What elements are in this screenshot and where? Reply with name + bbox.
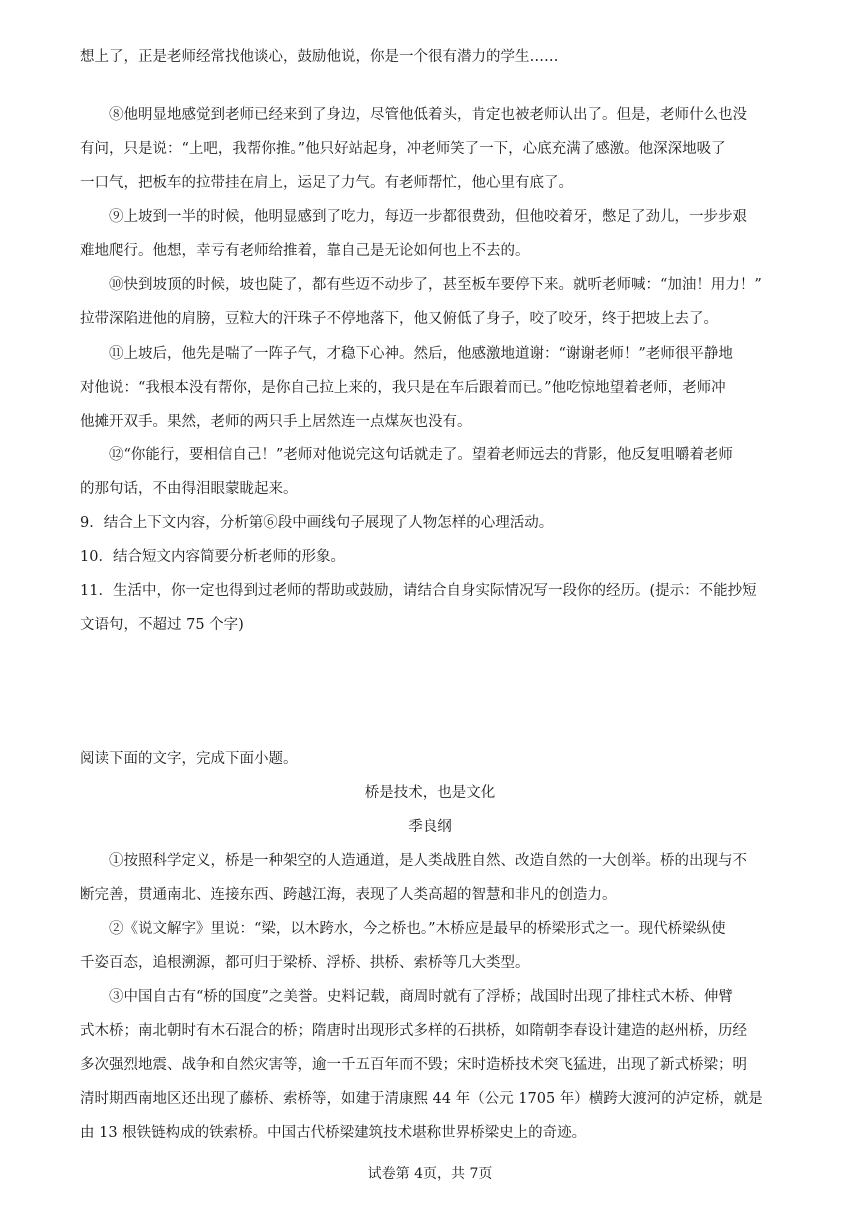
text-line: 对他说：“我根本没有帮你，是你自己拉上来的，我只是在车后跟着而已。”他吃惊地望着老师，老师冲 <box>80 380 726 396</box>
paragraph-12 <box>80 438 780 506</box>
text-line: ⑧他明显地感觉到老师已经来到了身边，尽管他低着头，肯定也被老师认出了。但是，老师什么也没 <box>109 107 747 123</box>
question-10: 10．结合短文内容简要分析老师的形象。 <box>80 549 345 565</box>
text-line: 拉带深陷进他的肩膀，豆粒大的汗珠子不停地落下，他又俯低了身子，咬了咬牙，终于把坡上去了。 <box>80 311 718 327</box>
text-line: ⑩快到坡顶的时候，坡也陡了，都有些迈不动步了，甚至板车要停下来。就听老师喊：“加油！用力！” <box>109 277 762 293</box>
paragraph-3 <box>80 980 780 1150</box>
paragraph-11 <box>80 337 780 439</box>
text-line: 千姿百态，追根溯源，都可归于梁桥、浮桥、拱桥、索桥等几大类型。 <box>80 955 530 971</box>
article-author: 季良纲 <box>408 819 452 835</box>
page-footer: 试卷第 4页，共 7页 <box>367 1166 493 1182</box>
text-line: ⑫“你能行，要相信自己！”老师对他说完这句话就走了。望着老师远去的背影，他反复咀嚼着老师 <box>109 447 733 463</box>
text-line: 想上了，正是老师经常找他谈心，鼓励他说，你是一个很有潜力的学生…… <box>80 49 559 65</box>
text-line: ⑨上坡到一半的时候，他明显感到了吃力，每迈一步都很费劲，但他咬着牙，憋足了劲儿，一步步艰 <box>109 209 747 225</box>
text-line: 一口气，把板车的拉带挂在肩上，运足了力气。有老师帮忙，他心里有底了。 <box>80 175 573 191</box>
text-line: 多次强烈地震、战争和自然灾害等，逾一千五百年而不毁；宋时造桥技术突飞猛进，出现了新式桥梁；明 <box>80 1057 747 1073</box>
text-line: 难地爬行。他想，幸亏有老师给推着，靠自己是无论如何也上不去的。 <box>80 243 530 259</box>
question-9: 9．结合上下文内容，分析第⑥段中画线句子展现了人物怎样的心理活动。 <box>80 515 554 531</box>
reading-instruction: 阅读下面的文字，完成下面小题。 <box>80 751 298 767</box>
article-title: 桥是技术，也是文化 <box>364 785 496 801</box>
paragraph-10 <box>80 268 780 336</box>
paragraph-2 <box>80 912 780 980</box>
text-line: 断完善，贯通南北、连接东西、跨越江海，表现了人类高超的智慧和非凡的创造力。 <box>80 887 617 903</box>
text-line: 的那句话，不由得泪眼蒙眬起来。 <box>80 481 298 497</box>
text-line: 由 13 根铁链构成的铁索桥。中国古代桥梁建筑技术堪称世界桥梁史上的奇迹。 <box>80 1125 587 1141</box>
text-line: 有问，只是说：“上吧，我帮你推。”他只好站起身，冲老师笑了一下，心底充满了感激。他深深地吸了 <box>80 141 726 157</box>
paragraph-8 <box>80 98 780 200</box>
text-line: ①按照科学定义，桥是一种架空的人造通道，是人类战胜自然、改造自然的一大创举。桥的出现与不 <box>109 853 747 869</box>
text-line: 式木桥；南北朝时有木石混合的桥；隋唐时出现形式多样的石拱桥，如隋朝李春设计建造的赵州桥，历经 <box>80 1023 747 1039</box>
paragraph-1 <box>80 844 780 912</box>
question-11 <box>80 574 780 642</box>
text-line: 清时期西南地区还出现了藤桥、索桥等，如建于清康熙 44 年（公元 1705 年）横跨大渡河的泸定桥，就是 <box>80 1091 763 1107</box>
paragraph-continued <box>80 40 780 74</box>
text-line: 11．生活中，你一定也得到过老师的帮助或鼓励，请结合自身实际情况写一段你的经历。(提示：不能抄短 <box>80 583 757 599</box>
text-line: ③中国自古有“桥的国度”之美誉。史料记载，商周时就有了浮桥；战国时出现了排柱式木桥、伸臂 <box>109 989 733 1005</box>
text-line: 他摊开双手。果然，老师的两只手上居然连一点煤灰也没有。 <box>80 414 472 430</box>
text-line: ②《说文解字》里说：“梁，以木跨水，今之桥也。”木桥应是最早的桥梁形式之一。现代桥梁纵使 <box>109 921 726 937</box>
paragraph-9 <box>80 200 780 268</box>
text-line: 文语句，不超过 75 个字) <box>80 617 244 633</box>
text-line: ⑪上坡后，他先是喘了一阵子气，才稳下心神。然后，他感激地道谢：“谢谢老师！”老师很平静地 <box>109 346 733 362</box>
